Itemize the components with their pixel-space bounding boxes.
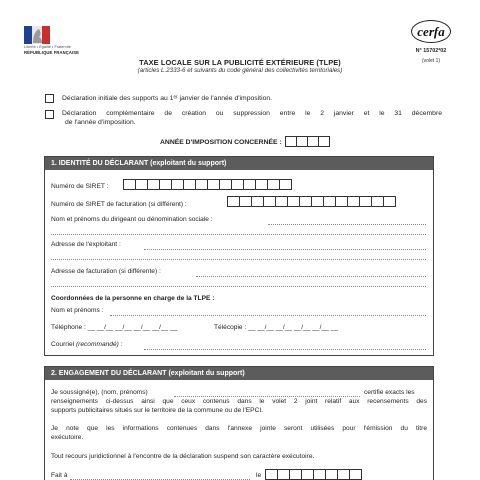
courriel-label-text: Courriel (51, 341, 75, 348)
annee-imposition-input[interactable] (286, 136, 330, 147)
courriel-note: (recommandé) : (75, 341, 123, 348)
siret-digit-cell[interactable] (279, 179, 292, 190)
declaration-complementaire-checkbox[interactable] (45, 110, 54, 119)
coordonnees-title: Coordonnées de la personne en charge de la TLPE : (51, 295, 215, 302)
nom-dirigeant-input[interactable] (268, 224, 426, 225)
engagement-soussigne-label: Je soussigné(e), (nom, prénoms) (51, 389, 148, 396)
engagement-p2-line2: exécutoire. (51, 434, 84, 441)
adresse-facturation-input-line2[interactable] (51, 286, 426, 287)
nom-prenoms-input[interactable] (110, 315, 426, 316)
courriel-input[interactable] (144, 349, 426, 350)
siret-label: Numéro de SIRET : (51, 183, 109, 190)
telephone-input[interactable]: Téléphone : __ __/__ __/__ __/__ __/__ __ (51, 324, 178, 331)
engagement-p1-line2: renseignements ci-dessus ainsi que ceux contenus dans le volet 2 joint relatif aux recensements des (51, 398, 427, 405)
fait-a-label: Fait à (51, 472, 68, 479)
republic-name: RÉPUBLIQUE FRANÇAISE (24, 50, 80, 55)
cerfa-logo-text: cerfa (417, 24, 445, 39)
engagement-p3: Tout recours juridictionnel à l'encontre de la déclaration suspend son caractère exécutoire. (51, 453, 315, 460)
nom-dirigeant-input-line2[interactable] (51, 234, 426, 235)
year-digit-cell[interactable] (318, 136, 330, 147)
siret-facturation-label: Numéro de SIRET de facturation (si différent) : (51, 201, 187, 208)
section-1-header: 1. IDENTITÉ DU DÉCLARANT (exploitant du support) (45, 157, 433, 170)
section-engagement-declarant (44, 366, 434, 480)
engagement-p1-line3: supports publicitaires situés sur le territoire de la commune ou de l'EPCI. (51, 407, 263, 414)
section-2-header: 2. ENGAGEMENT DU DÉCLARANT (exploitant du support) (45, 367, 433, 380)
declaration-complementaire-label-line2: de l'année d'imposition. (65, 119, 136, 126)
siret-facturation-input[interactable] (228, 196, 396, 207)
engagement-certifie-text: certifie exacts les (364, 389, 415, 396)
adresse-exploitant-input-line2[interactable] (51, 259, 426, 260)
declaration-complementaire-label-line1: Déclaration complémentaire de création ou suppression entre le 2 janvier et le 31 décembre (62, 110, 442, 117)
annee-imposition-label: ANNÉE D'IMPOSITION CONCERNÉE : (160, 139, 282, 146)
marianne-logo-icon (24, 26, 50, 44)
form-subtitle: (articles L.2333-6 et suivants du code général des collectivités territoriales) (137, 67, 343, 74)
adresse-exploitant-label: Adresse de l'exploitant : (51, 241, 121, 248)
form-title: TAXE LOCALE SUR LA PUBLICITÉ EXTÉRIEURE (TLPE) (139, 58, 341, 67)
volet-label: (volet 1) (421, 58, 441, 64)
siret-input[interactable] (124, 179, 292, 190)
cerfa-logo (411, 20, 451, 43)
nom-prenoms-label: Nom et prénoms : (51, 307, 104, 314)
siret-fact-digit-cell[interactable] (383, 196, 396, 207)
adresse-facturation-label: Adresse de facturation (si différente) : (51, 268, 161, 275)
courriel-label (51, 341, 122, 348)
date-input[interactable] (266, 469, 362, 480)
telecopie-input[interactable]: Télécopie : __ __/__ __/__ __/__ __/__ __ (214, 324, 338, 331)
nom-dirigeant-label: Nom et prénoms du dirigeant ou dénomination sociale : (51, 216, 213, 223)
declaration-initiale-label: Déclaration initiale des supports au 1ᵉʳ janvier de l'année d'imposition. (62, 95, 273, 102)
republic-motto: Liberté • Égalité • Fraternité (24, 45, 71, 49)
date-le-label: le (256, 472, 262, 479)
form-number: N° 15702*02 (415, 48, 447, 54)
date-digit-cell[interactable] (349, 469, 362, 480)
adresse-facturation-input[interactable] (196, 276, 426, 277)
declaration-initiale-checkbox[interactable] (45, 94, 54, 103)
engagement-p2-line1: Je note que les informations contenues dans l'annexe jointe seront utilisées pour l'émission du titre (51, 425, 427, 432)
adresse-exploitant-input[interactable] (144, 249, 426, 250)
